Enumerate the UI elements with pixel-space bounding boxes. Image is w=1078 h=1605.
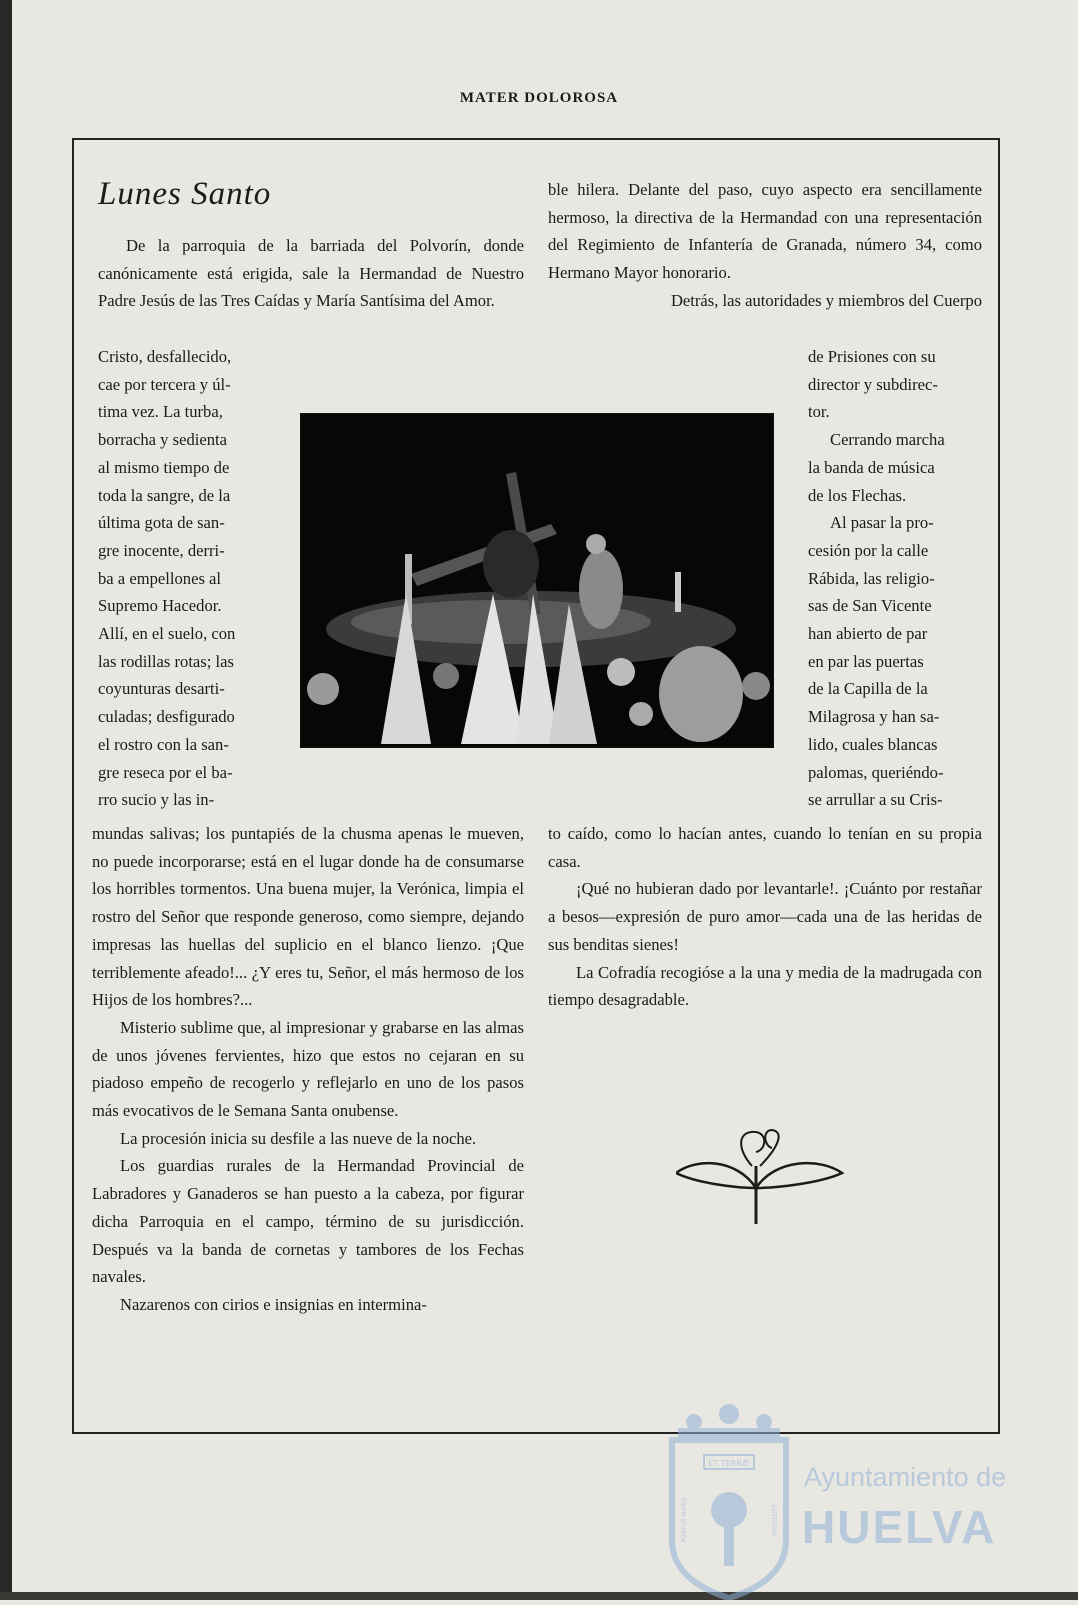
narrow-line: gre reseca por el ba-	[98, 762, 233, 782]
narrow-line: Rábida, las religio-	[808, 568, 935, 588]
narrow-line: cae por tercera y úl-	[98, 374, 231, 394]
left-col-top	[98, 232, 524, 315]
narrow-line: Cristo, desfallecido,	[98, 347, 232, 366]
narrow-line: se arrullar a su Cris-	[808, 790, 943, 810]
narrow-line: la banda de música	[808, 457, 935, 477]
right-paragraph-4: ¡Qué no hubieran dado por levantarle!. ¡Cuánto por restañar a besos—expresión de puro amor—cada una de las heridas de sus benditas sienes!	[548, 879, 982, 954]
narrow-line: ba a empellones al	[98, 568, 222, 588]
narrow-line: de los Flechas.	[808, 485, 907, 505]
left-col-bottom	[92, 820, 524, 1319]
watermark-line-2: HUELVA	[802, 1501, 997, 1553]
narrow-line: las rodillas rotas; las	[98, 651, 234, 671]
narrow-line: borracha y sedienta	[98, 430, 227, 450]
right-col-top	[548, 176, 982, 315]
narrow-line: tor.	[808, 402, 830, 422]
narrow-line: coyunturas desarti-	[98, 679, 225, 699]
right-col-bottom	[548, 820, 982, 1014]
left-paragraph-1: De la parroquia de la barriada del Polvorín, donde canónicamente está erigida, sale la Hermandad de Nuestro Padre Jesús de las Tres Caídas y María Santísima del Amor.	[98, 236, 524, 311]
left-paragraph-2-rest: mundas salivas; los puntapiés de la chusma apenas le mueven, no puede incorporarse; está en el lugar donde ha de consumarse los horribles tormentos. Una buena mujer, la Verónica, limpia el rostro del Señor que responde generoso, como siempre, dejando impresas las huellas del suplicio en el blanco lienzo. ¡Que terriblemente afeado!... ¿Y eres tu, Señor, el más hermoso de los Hijos de los hombres?...	[92, 824, 524, 1010]
narrow-line: tima vez. La turba,	[98, 402, 223, 422]
narrow-line: de Prisiones con su	[808, 347, 936, 366]
left-paragraph-5: Los guardias rurales de la Hermandad Provincial de Labradores y Ganaderos se han puesto a la cabeza, por figurar dicha Parroquia en el campo, término de su jurisdicción. Después va la banda de cornetas y tambores de los Fechas navales.	[92, 1156, 524, 1287]
procession-photo-drawing	[301, 414, 773, 747]
narrow-line: palomas, queriéndo-	[808, 762, 944, 782]
narrow-line: Allí, en el suelo, con	[98, 624, 236, 644]
left-paragraph-6: Nazarenos con cirios e insignias en intermina-	[120, 1294, 427, 1314]
running-title: MATER DOLOROSA	[459, 90, 619, 106]
huelva-shield-icon	[664, 1400, 794, 1600]
procession-photo	[300, 413, 774, 748]
narrow-line: han abierto de par	[808, 624, 928, 644]
narrow-line: gre inocente, derri-	[98, 540, 225, 560]
floral-ornament	[676, 1128, 846, 1233]
article-title: Lunes Santo	[98, 176, 272, 212]
left-paragraph-4: La procesión inicia su desfile a las nueve de la noche.	[120, 1128, 477, 1148]
narrow-line: Al pasar la pro-	[830, 513, 934, 533]
narrow-line: Cerrando marcha	[830, 430, 945, 450]
shield-right-text: CUSTODIA	[770, 1504, 777, 1536]
narrow-line: cesión por la calle	[808, 540, 929, 560]
left-paragraph-3: Misterio sublime que, al impresionar y grabarse en las almas de unos jóvenes fervientes, hizo que estos no cejaran en su piadoso empeño de recogerlo y reflejarlo en uno de los pasos más evocativos de le Semana Santa onubense.	[92, 1017, 524, 1121]
narrow-line: rro sucio y las in-	[98, 790, 215, 810]
narrow-line: sas de San Vicente	[808, 596, 932, 616]
right-paragraph-1: ble hilera. Delante del paso, cuyo aspecto era sencillamente hermoso, la directiva de la Hermandad con una representación del Regimiento de Infantería de Granada, número 34, como Hermano Mayor honorario.	[548, 180, 982, 283]
narrow-line: director y subdirec-	[808, 374, 938, 394]
left-col-narrow	[98, 343, 264, 814]
narrow-line: toda la sangre, de la	[98, 485, 231, 505]
shield-left-text: PORTUS MARIS	[681, 1497, 688, 1543]
narrow-line: culadas; desfigurado	[98, 707, 235, 727]
right-paragraph-5: La Cofradía recogióse a la una y media de la madrugada con tiempo desagradable.	[548, 962, 982, 1010]
narrow-line: en par las puertas	[808, 651, 924, 671]
page-edge-binding	[0, 0, 12, 1600]
narrow-line: el rostro con la san-	[98, 734, 229, 754]
right-col-narrow	[808, 343, 982, 814]
narrow-line: de la Capilla de la	[808, 679, 928, 699]
narrow-line: lido, cuales blancas	[808, 734, 938, 754]
narrow-line: Milagrosa y han sa-	[808, 707, 940, 727]
narrow-line: Supremo Hacedor.	[98, 596, 222, 616]
right-paragraph-2-first: Detrás, las autoridades y miembros del Cuerpo	[670, 290, 982, 310]
narrow-line: al mismo tiempo de	[98, 457, 230, 477]
watermark-line-1: Ayuntamiento de	[804, 1462, 1007, 1492]
archive-watermark	[664, 1400, 1007, 1600]
shield-band-text: ET TERRÆ	[708, 1459, 750, 1468]
right-paragraph-3-rest: to caído, como lo hacían antes, cuando lo tenían en su propia casa.	[548, 824, 982, 871]
narrow-line: última gota de san-	[98, 513, 225, 533]
